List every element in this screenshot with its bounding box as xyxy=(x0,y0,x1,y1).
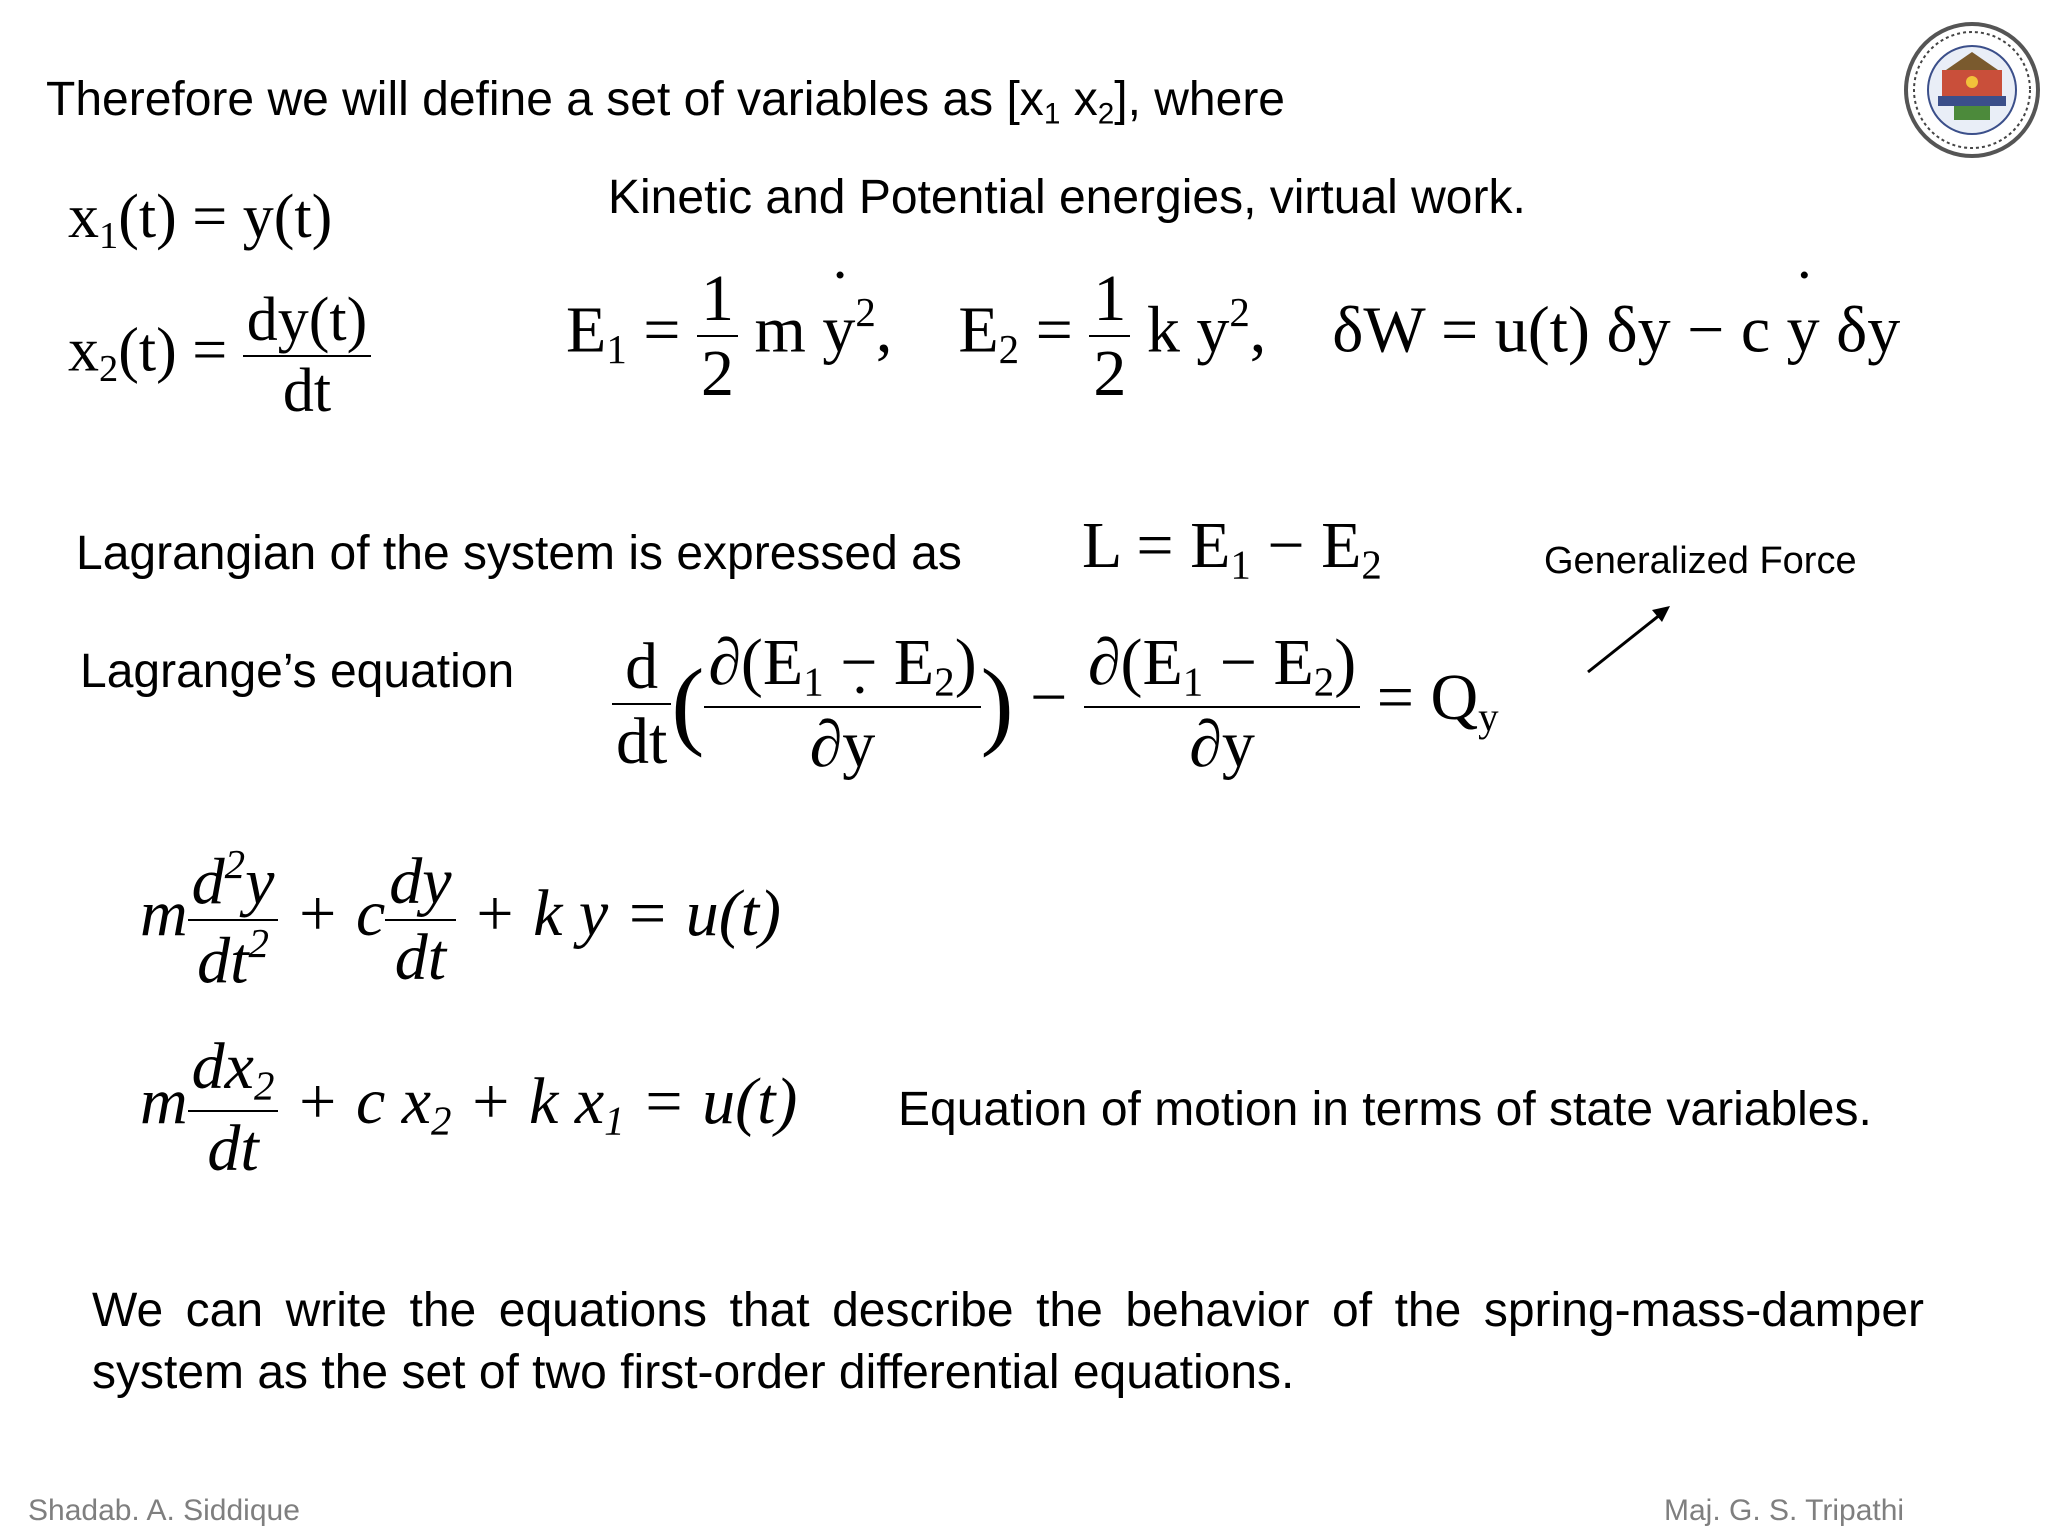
equation-motion-second-order: m $\frac{d^2y}{dt^2}$ + c $\frac{dy}{dt}$ + k y = u(t) xyxy=(140,842,782,998)
equation-lagrangian: $L = E_1 - E_2$ xyxy=(1082,509,1382,588)
equation-lagrange: $\frac{d}{dt}$ ( $\frac{\partial(E_1 - E_2)}{\partial˙ y}$ ) − $\frac{\partial(E_1 - E_2)}{\partial y}$ = $Q_y$ xyxy=(612,628,1499,780)
equation-x1-definition: $x_1(t) = y(t)$ xyxy=(68,183,333,257)
university-logo xyxy=(1902,20,2042,160)
lagrangian-label: Lagrangian of the system is expressed as xyxy=(76,527,962,580)
equation-motion-state: m $\frac{dx_2}{dt}$ + c $x_2 + k$ $x_1 = u(t)$ xyxy=(140,1030,798,1186)
seal-icon xyxy=(1902,20,2042,160)
lagrange-equation-label: Lagrange’s equation xyxy=(80,645,515,698)
slide-heading: Therefore we will define a set of variables as [$x_1$ $x_2$], where xyxy=(46,73,1285,131)
generalized-force-label: Generalized Force xyxy=(1544,540,1857,582)
summary-paragraph: We can write the equations that describe the behavior of the spring-mass-damper system as the set of two first-order differential equations. xyxy=(92,1284,1924,1399)
equation-energies: $E_1$ = $\frac{1}{2}$ m ˙ $y^2$, $E_2$ = $\frac{1}{2}$ k $y^2$, δW = u(t) δy − c ˙ y δy xyxy=(566,264,1900,409)
energies-label: Kinetic and Potential energies, virtual work. xyxy=(608,171,1526,224)
eom-label: Equation of motion in terms of state variables. xyxy=(898,1083,1872,1136)
footer-right: Maj. G. S. Tripathi xyxy=(1664,1494,1905,1527)
footer-left: Shadab. A. Siddique xyxy=(28,1494,300,1527)
equation-x2-definition: $x_2(t)$ = $\frac{dy(t)}{dt}$ xyxy=(68,288,371,424)
arrow-icon xyxy=(1580,600,1680,680)
